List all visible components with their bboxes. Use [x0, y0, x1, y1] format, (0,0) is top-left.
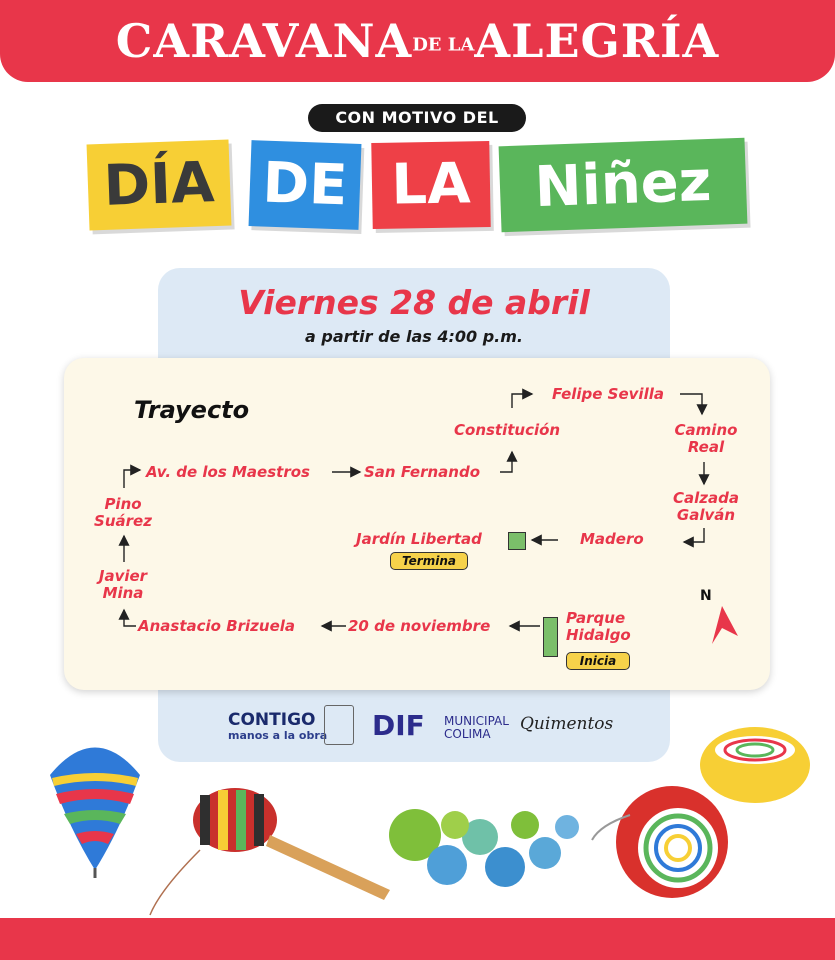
- quimentos-logo: Quimentos: [520, 714, 614, 734]
- stop-pino-suarez: Pino Suárez: [94, 495, 152, 530]
- spinning-top-icon: [40, 720, 150, 880]
- contigo-logo: [228, 712, 327, 744]
- stop-constitucion: Constitución: [454, 421, 561, 439]
- stop-camino-real: Camino Real: [674, 421, 738, 456]
- title-small: DE LA: [412, 34, 475, 56]
- page-title: [0, 14, 835, 68]
- stop-jardin-libertad: Jardín Libertad: [356, 530, 482, 548]
- dif-sub-1: MUNICIPAL: [444, 714, 509, 728]
- subtitle-pill: CON MOTIVO DEL: [308, 104, 526, 132]
- yoyo-icon: [590, 720, 820, 900]
- stop-av-maestros: Av. de los Maestros: [146, 463, 310, 481]
- headline-word-4: Niñez: [499, 138, 748, 233]
- dif-subtitle: [444, 715, 509, 741]
- headline-word-1: DÍA: [87, 140, 232, 231]
- start-marker: [543, 617, 558, 657]
- north-label: N: [700, 588, 712, 604]
- start-badge: Inicia: [566, 652, 630, 670]
- headline-word-2: DE: [249, 140, 362, 230]
- stop-felipe-sevilla: Felipe Sevilla: [552, 385, 664, 403]
- title-part-1: CARAVANA: [115, 14, 413, 68]
- route-heading: Trayecto: [134, 396, 250, 424]
- stop-madero: Madero: [580, 530, 644, 548]
- contigo-brand: CONTIGO: [228, 710, 316, 730]
- municipal-seal-icon: [324, 705, 354, 745]
- marbles-icon: [385, 795, 585, 895]
- balero-toy-icon: [140, 780, 400, 920]
- event-time: a partir de las 4:00 p.m.: [305, 327, 523, 346]
- stop-parque-hidalgo: Parque Hidalgo: [566, 609, 631, 644]
- end-marker: [508, 532, 526, 550]
- stop-javier-mina: Javier Mina: [98, 567, 148, 602]
- headline-word-3: LA: [371, 141, 490, 229]
- stop-calzada-galvan: Calzada Galván: [673, 489, 739, 524]
- stop-20-de-noviembre: 20 de noviembre: [348, 617, 491, 635]
- dif-sub-2: COLIMA: [444, 727, 491, 741]
- title-part-2: ALEGRÍA: [474, 14, 720, 68]
- dif-logo: DIF: [372, 709, 425, 742]
- stop-anastacio-brizuela: Anastacio Brizuela: [138, 617, 296, 635]
- end-badge: Termina: [390, 552, 468, 570]
- event-date: Viernes 28 de abril: [238, 283, 590, 322]
- stop-san-fernando: San Fernando: [364, 463, 481, 481]
- bottom-banner: [0, 918, 835, 960]
- contigo-sub: manos a la obra: [228, 729, 328, 742]
